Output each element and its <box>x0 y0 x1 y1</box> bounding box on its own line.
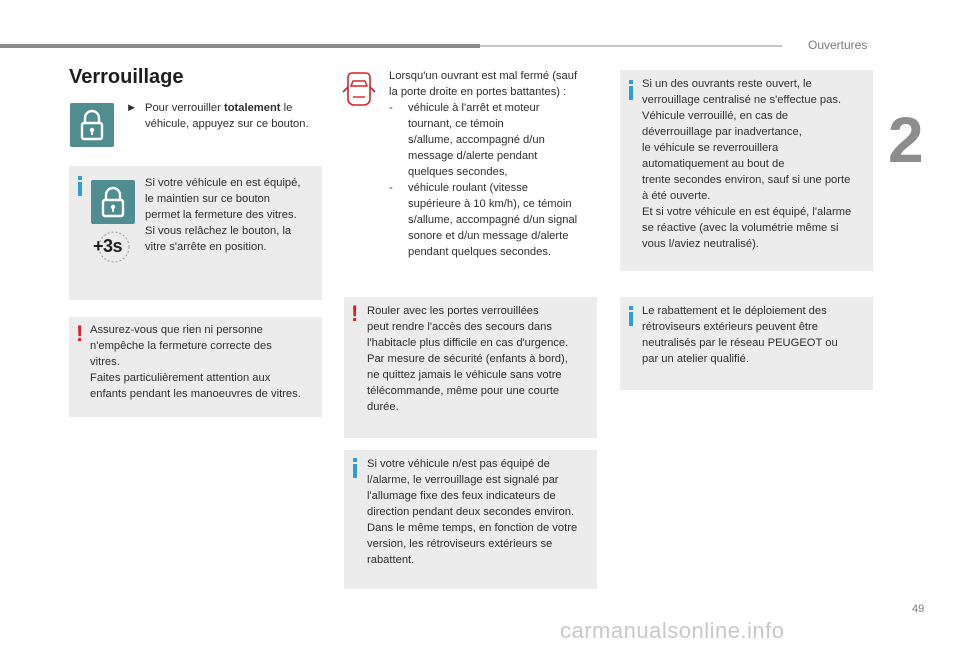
warning-doors-text: Rouler avec les portes verrouillées peut rendre l'accès des secours dans l'habitacle plus difficile en cas d'urgence. Par mesure de sécurité (enfants à bord), ne quittez jamais le véhicule sans votre télécommande, même pour une courte durée. <box>367 305 569 413</box>
info-icon <box>353 458 357 462</box>
watermark: carmanualsonline.info <box>560 618 785 643</box>
chapter-number: 2 <box>888 104 924 176</box>
info-hold-text: Si votre véhicule en est équipé, le maintien sur ce bouton permet la fermeture des vitres. Si vous relâchez le bouton, la vitre s'arrête en position. <box>145 177 301 253</box>
lock-icon <box>99 186 127 218</box>
header-bar-light <box>480 45 782 47</box>
step-bullet: ► <box>126 102 138 114</box>
info-central-locking-text: Si un des ouvrants reste ouvert, le verrouillage centralisé ne s'effectue pas. Véhicule verrouillé, en cas de déverrouillage par inadvertance, le véhicule se reverrouillera automatiquement au bout de trente secondes environ, sauf si une porte à été ouverte. Et si votre véhicule en est équipé, l'alarme se réactive (avec la volumétrie même si vous l/aviez neutralisé). <box>642 78 852 250</box>
info-icon <box>629 80 633 84</box>
step-text-pre: Pour verrouiller <box>145 102 224 114</box>
door-list <box>389 100 601 260</box>
list-item <box>389 100 601 180</box>
warning-windows-text: Assurez-vous que rien ni personne n'empêche la fermeture correcte des vitres. Faites particulièrement attention aux enfants pendant les manoeuvres de vitres. <box>90 324 301 400</box>
info-alarm-text: Si votre véhicule n/est pas équipé de l/alarme, le verrouillage est signalé par l'allumage fixe des feux indicateurs de direction pendant deux secondes environ. Dans le même temps, en fonction de votre version, les rétroviseurs extérieurs se rabattent. <box>367 458 578 566</box>
lock-button-tile-hold <box>91 180 135 224</box>
info-icon-bar <box>353 464 357 478</box>
door-intro: Lorsqu'un ouvrant est mal fermé (sauf la porte droite en portes battantes) : <box>389 70 578 98</box>
list-item-text: véhicule à l'arrêt et moteur tournant, ce témoin s/allume, accompagné d/un message d/alerte pendant quelques secondes, <box>408 102 545 178</box>
info-icon-bar <box>629 312 633 326</box>
open-door-warning-icon <box>342 69 376 109</box>
list-item <box>389 180 601 260</box>
hold-duration-label: +3s <box>93 236 123 256</box>
header-bar <box>0 44 480 48</box>
lock-button-tile <box>70 103 114 147</box>
lock-step <box>126 100 326 132</box>
page-number: 49 <box>912 603 925 615</box>
warning-icon: ! <box>351 301 359 326</box>
info-icon-bar <box>629 86 633 100</box>
info-mirrors-text: Le rabattement et le déploiement des rétroviseurs extérieurs peuvent être neutralisés par le réseau PEUGEOT ou par un atelier qualifié. <box>642 305 838 365</box>
info-icon <box>629 306 633 310</box>
section-label: Ouvertures <box>808 38 868 52</box>
step-text-strong: totalement <box>223 102 281 114</box>
lock-icon <box>78 109 106 141</box>
warning-icon: ! <box>76 321 84 346</box>
step-text <box>126 100 326 132</box>
step-text-post: le véhicule, appuyez sur ce bouton. <box>145 102 309 130</box>
list-item-text: véhicule roulant (vitesse supérieure à 10 km/h), ce témoin s/allume, accompagné d/un signal sonore et d/un message d/alerte pendant quelques secondes. <box>408 182 578 258</box>
list-dash: - <box>389 102 393 114</box>
info-icon-bar <box>78 182 82 196</box>
page-title: Verrouillage <box>69 66 184 88</box>
car-outline <box>342 69 376 109</box>
hold-timer-icon <box>90 230 138 264</box>
info-icon <box>78 176 82 180</box>
list-dash: - <box>389 182 393 194</box>
